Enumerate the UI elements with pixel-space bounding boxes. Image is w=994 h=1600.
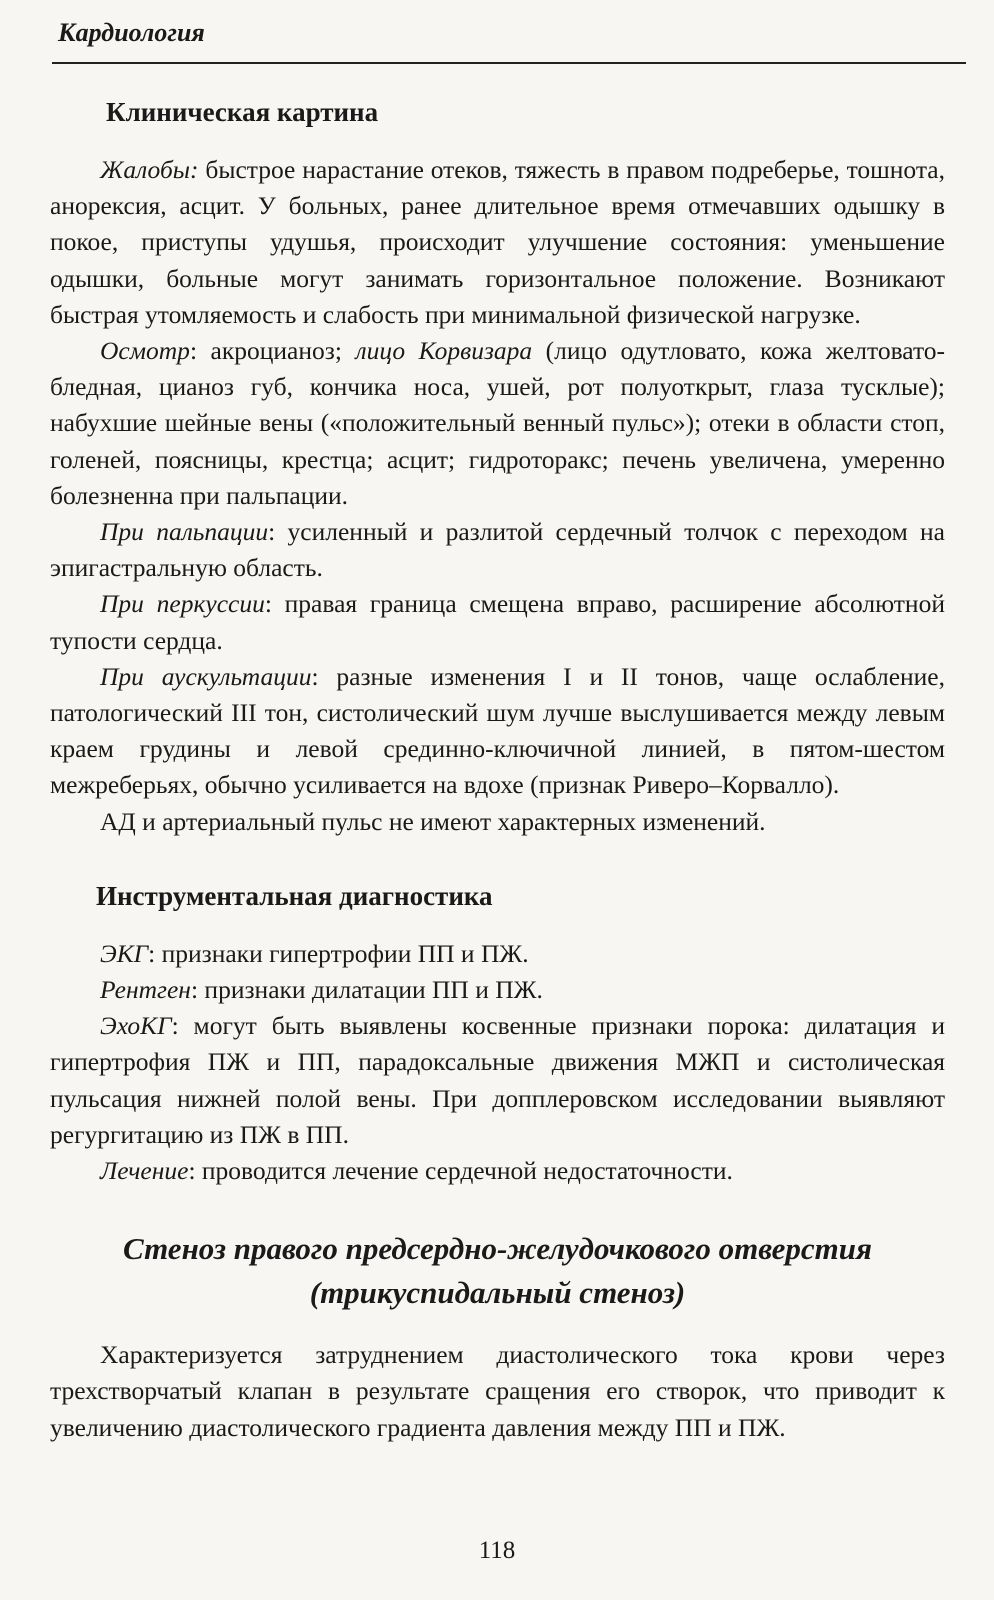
auscultation-text: : разные изменения I и II тонов, чаще ослабление, патологический III тон, систолический шум лучше выслушивается между левым краем грудины и левой срединно-ключичной линией, в пятом-шестом межреберьях, обычно усиливается на вдохе (признак Риверо–Корвалло). bbox=[50, 661, 946, 800]
running-title: Кардиология bbox=[58, 18, 205, 47]
treatment-label: Лечение bbox=[100, 1156, 189, 1186]
ecg-paragraph bbox=[50, 936, 945, 972]
complaints-paragraph bbox=[50, 152, 945, 333]
echo-paragraph bbox=[50, 1008, 945, 1153]
palpation-text: : усиленный и разлитой сердечный толчок с переходом на эпигастральную область. bbox=[50, 517, 946, 583]
header-rule bbox=[52, 62, 966, 64]
corvisart-face-label: лицо Корвизара bbox=[355, 336, 533, 366]
exam-paragraph bbox=[50, 333, 945, 514]
stenosis-title-line2: (трикуспидальный стеноз) bbox=[309, 1275, 686, 1311]
clinical-heading: Клиническая картина bbox=[106, 97, 379, 127]
treatment-text: : проводится лечение сердечной недостаточности. bbox=[188, 1156, 733, 1186]
echo-label: ЭхоКГ bbox=[100, 1011, 172, 1041]
exam-text-a: : акроцианоз; bbox=[189, 336, 356, 366]
stenosis-title bbox=[50, 1227, 945, 1315]
percussion-label: При перкуссии bbox=[100, 589, 265, 619]
palpation-label: При пальпации bbox=[100, 517, 269, 547]
complaints-text: быстрое нарастание отеков, тяжесть в правом подреберье, тошнота, анорексия, асцит. У больных, ранее длительное время отмечавших одышку в покое, приступы удушья, происходит улучшение состояния: уменьшение одышки, больные могут занимать горизонтальное положение. Возникают быстрая утомляемость и слабость при минимальной физической нагрузке. bbox=[50, 155, 945, 329]
echo-text: : могут быть выявлены косвенные признаки порока: дилатация и гипертрофия ПЖ и ПП, парадоксальные движения МЖП и систолическая пульсация нижней полой вены. При допплеровском исследовании выявляют регургитацию из ПЖ в ПП. bbox=[50, 1011, 945, 1149]
exam-label: Осмотр bbox=[100, 336, 190, 366]
stenosis-paragraph: Характеризуется затруднением диастолического тока крови через трехстворчатый клапан в результате сращения его створок, что приводит к увеличению диастолического градиента давления между ПП и ПЖ. bbox=[50, 1340, 945, 1442]
exam-text-b: (лицо одутловато, кожа желтовато-бледная, цианоз губ, кончика носа, ушей, рот полуоткрыт, глаза тусклые); набухшие шейные вены («положительный венный пульс»); отеки в области стоп, голеней, поясницы, крестца; асцит; гидроторакс; печень увеличена, умеренно болезненна при пальпации. bbox=[50, 336, 945, 510]
instrumental-heading: Инструментальная диагностика bbox=[96, 880, 493, 911]
complaints-label: Жалобы: bbox=[100, 155, 199, 184]
xray-text: : признаки дилатации ПП и ПЖ. bbox=[190, 975, 543, 1005]
treatment-paragraph bbox=[50, 1153, 945, 1189]
page-body bbox=[50, 92, 945, 1446]
xray-paragraph bbox=[50, 972, 945, 1008]
percussion-paragraph bbox=[50, 586, 945, 658]
percussion-text: : правая граница смещена вправо, расширение абсолютной тупости сердца. bbox=[50, 589, 945, 655]
auscultation-paragraph bbox=[50, 659, 945, 804]
bp-paragraph: АД и артериальный пульс не имеют характерных изменений. bbox=[100, 806, 766, 836]
xray-label: Рентген bbox=[100, 975, 191, 1005]
stenosis-title-line1: Стеноз правого предсердно-желудочкового отверстия bbox=[122, 1231, 873, 1267]
auscultation-label: При аускультации bbox=[100, 661, 312, 691]
ecg-text: : признаки гипертрофии ПП и ПЖ. bbox=[148, 938, 529, 968]
ecg-label: ЭКГ bbox=[100, 938, 149, 968]
page-number: 118 bbox=[478, 1537, 516, 1564]
palpation-paragraph bbox=[50, 514, 945, 586]
